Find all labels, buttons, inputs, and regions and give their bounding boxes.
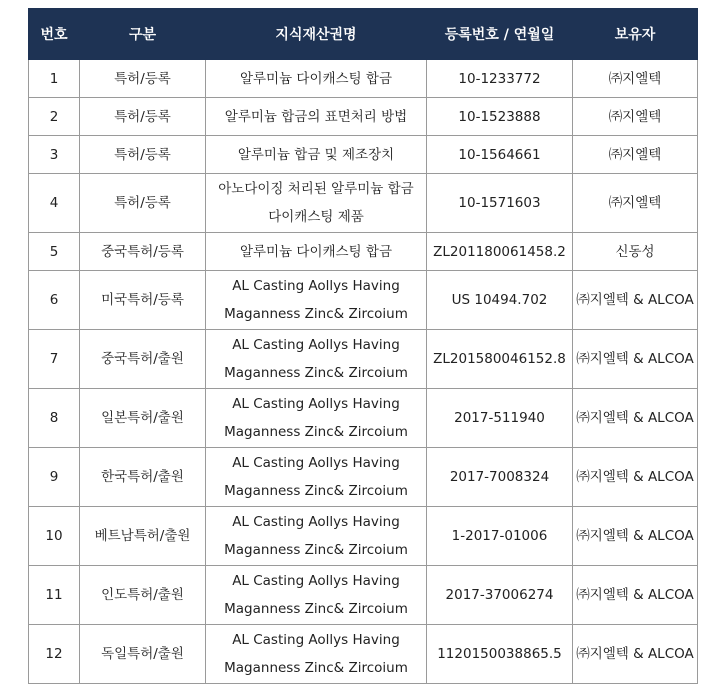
cell-owner: ㈜지엘텍 & ALCOA: [573, 271, 698, 330]
cell-ip-name: [206, 271, 427, 330]
ip-name-line: Maganness Zinc& Zircoium: [224, 542, 408, 558]
cell-number: 1: [29, 60, 80, 98]
ip-name-line: 알루미늄 다이캐스팅 합금: [239, 70, 393, 87]
cell-registration: 10-1564661: [427, 136, 573, 174]
cell-registration: 2017-7008324: [427, 448, 573, 507]
table-row: [29, 330, 698, 389]
ip-name-line: AL Casting Aollys Having: [232, 337, 400, 353]
cell-registration: 10-1523888: [427, 98, 573, 136]
table-row: [29, 136, 698, 174]
cell-owner: 신동성: [573, 233, 698, 271]
ip-name-line: AL Casting Aollys Having: [232, 514, 400, 530]
header-category: 구분: [80, 9, 206, 60]
cell-owner: ㈜지엘텍: [573, 98, 698, 136]
ip-name-line: Maganness Zinc& Zircoium: [224, 601, 408, 617]
cell-number: 10: [29, 507, 80, 566]
header-ip-name: 지식재산권명: [206, 9, 427, 60]
cell-owner: ㈜지엘텍: [573, 60, 698, 98]
cell-ip-name: [206, 233, 427, 271]
cell-ip-name: [206, 566, 427, 625]
cell-number: 4: [29, 174, 80, 233]
table-body: [29, 60, 698, 684]
cell-ip-name: [206, 625, 427, 684]
table-row: [29, 389, 698, 448]
table-row: [29, 233, 698, 271]
header-registration: 등록번호 / 연월일: [427, 9, 573, 60]
header-number: 번호: [29, 9, 80, 60]
ip-name-line: AL Casting Aollys Having: [232, 632, 400, 648]
cell-number: 3: [29, 136, 80, 174]
cell-category: 한국특허/출원: [80, 448, 206, 507]
cell-category: 중국특허/출원: [80, 330, 206, 389]
cell-category: 인도특허/출원: [80, 566, 206, 625]
cell-registration: 2017-37006274: [427, 566, 573, 625]
cell-registration: 10-1233772: [427, 60, 573, 98]
cell-category: 미국특허/등록: [80, 271, 206, 330]
ip-name-line: Maganness Zinc& Zircoium: [224, 365, 408, 381]
cell-number: 6: [29, 271, 80, 330]
table-row: [29, 448, 698, 507]
cell-ip-name: [206, 60, 427, 98]
cell-owner: ㈜지엘텍: [573, 136, 698, 174]
table-row: [29, 566, 698, 625]
ip-name-line: AL Casting Aollys Having: [232, 455, 400, 471]
cell-registration: US 10494.702: [427, 271, 573, 330]
cell-registration: ZL201580046152.8: [427, 330, 573, 389]
cell-ip-name: [206, 136, 427, 174]
cell-number: 5: [29, 233, 80, 271]
ip-name-line: 알루미늄 다이캐스팅 합금: [239, 243, 393, 260]
cell-ip-name: [206, 330, 427, 389]
cell-number: 8: [29, 389, 80, 448]
table-row: [29, 507, 698, 566]
cell-ip-name: [206, 507, 427, 566]
ip-name-line: 아노다이징 처리된 알루미늄 합금: [218, 181, 414, 197]
table-row: [29, 271, 698, 330]
cell-registration: ZL201180061458.2: [427, 233, 573, 271]
cell-category: 특허/등록: [80, 98, 206, 136]
ip-name-line: AL Casting Aollys Having: [232, 573, 400, 589]
cell-owner: ㈜지엘텍 & ALCOA: [573, 389, 698, 448]
header-owner: 보유자: [573, 9, 698, 60]
table-row: [29, 98, 698, 136]
ip-name-line: 알루미늄 합금 및 제조장치: [237, 146, 395, 163]
cell-registration: 1-2017-01006: [427, 507, 573, 566]
cell-ip-name: [206, 389, 427, 448]
table-row: [29, 60, 698, 98]
cell-number: 11: [29, 566, 80, 625]
cell-number: 7: [29, 330, 80, 389]
ip-name-line: Maganness Zinc& Zircoium: [224, 660, 408, 676]
ip-name-line: 알루미늄 합금의 표면처리 방법: [224, 108, 408, 125]
cell-owner: ㈜지엘텍 & ALCOA: [573, 566, 698, 625]
cell-owner: ㈜지엘텍 & ALCOA: [573, 625, 698, 684]
ip-name-line: 다이캐스팅 제품: [268, 209, 364, 225]
table-row: [29, 625, 698, 684]
cell-ip-name: [206, 448, 427, 507]
header-row: [29, 9, 698, 60]
ip-rights-table: [28, 8, 698, 684]
cell-category: 특허/등록: [80, 136, 206, 174]
cell-owner: ㈜지엘텍: [573, 174, 698, 233]
cell-category: 특허/등록: [80, 60, 206, 98]
cell-category: 베트남특허/출원: [80, 507, 206, 566]
table-header: [29, 9, 698, 60]
cell-owner: ㈜지엘텍 & ALCOA: [573, 448, 698, 507]
cell-category: 독일특허/출원: [80, 625, 206, 684]
table-row: [29, 174, 698, 233]
cell-number: 12: [29, 625, 80, 684]
cell-category: 특허/등록: [80, 174, 206, 233]
ip-name-line: Maganness Zinc& Zircoium: [224, 306, 408, 322]
cell-category: 일본특허/출원: [80, 389, 206, 448]
cell-number: 9: [29, 448, 80, 507]
cell-registration: 10-1571603: [427, 174, 573, 233]
cell-owner: ㈜지엘텍 & ALCOA: [573, 507, 698, 566]
ip-name-line: AL Casting Aollys Having: [232, 278, 400, 294]
cell-owner: ㈜지엘텍 & ALCOA: [573, 330, 698, 389]
cell-number: 2: [29, 98, 80, 136]
cell-category: 중국특허/등록: [80, 233, 206, 271]
cell-registration: 2017-511940: [427, 389, 573, 448]
ip-name-line: Maganness Zinc& Zircoium: [224, 483, 408, 499]
cell-registration: 1120150038865.5: [427, 625, 573, 684]
ip-name-line: Maganness Zinc& Zircoium: [224, 424, 408, 440]
cell-ip-name: [206, 174, 427, 233]
ip-name-line: AL Casting Aollys Having: [232, 396, 400, 412]
cell-ip-name: [206, 98, 427, 136]
